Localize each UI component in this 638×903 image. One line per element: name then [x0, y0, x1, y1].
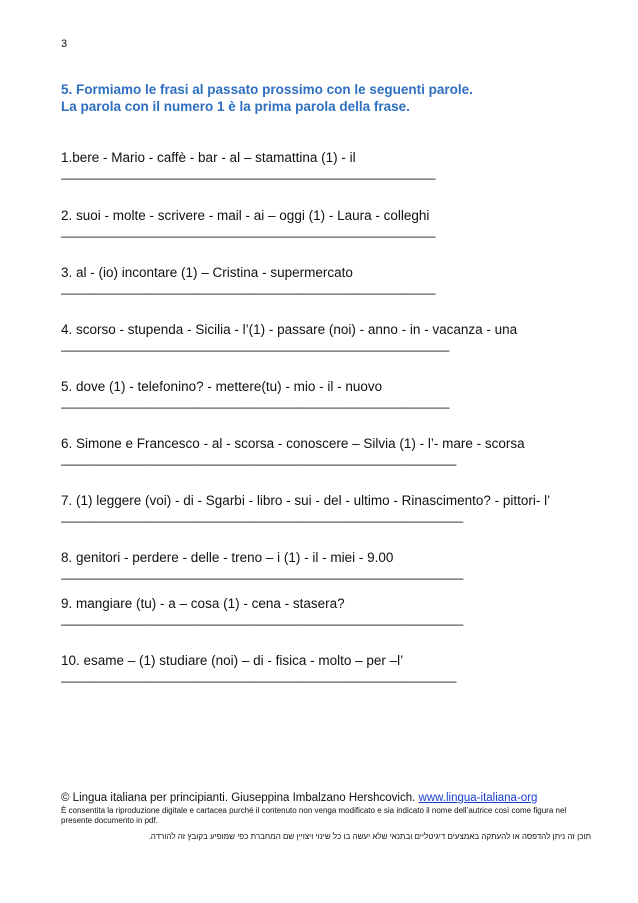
exercise-prompt: 5. dove (1) - telefonino? - mettere(tu) - mio - il - nuovo — [61, 379, 383, 394]
exercise-prompt: 7. (1) leggere (voi) - di - Sgarbi - libro - sui - del - ultimo - Rinascimento? - pittori- l’ — [61, 493, 551, 508]
exercise-item — [61, 379, 621, 409]
answer-line[interactable]: __________________________________________________________ — [61, 612, 463, 626]
answer-line[interactable]: ________________________________________________________ — [61, 338, 450, 352]
instructions-line-2: La parola con il numero 1 è la prima parola della frase. — [61, 99, 410, 114]
exercise-prompt: 3. al - (io) incontare (1) – Cristina - supermercato — [61, 265, 353, 280]
exercise-item — [61, 550, 621, 580]
exercise-prompt: 4. scorso - stupenda - Sicilia - l’(1) - passare (noi) - anno - in - vacanza - una — [61, 322, 518, 337]
exercise-item — [61, 653, 621, 683]
reproduction-notice: È consentita la riproduzione digitale e cartacea purché il contenuto non venga modificato e sia indicato il nome dell’autrice così come figura nel presente documento in pdf. — [61, 806, 567, 825]
exercise-prompt: 2. suoi - molte - scrivere - mail - ai – oggi (1) - Laura - colleghi — [61, 208, 430, 223]
answer-line[interactable]: ________________________________________________________ — [61, 395, 450, 409]
exercise-item — [61, 493, 621, 523]
answer-line[interactable]: _________________________________________________________ — [61, 669, 457, 683]
answer-line[interactable]: __________________________________________________________ — [61, 566, 463, 580]
exercise-instructions — [61, 81, 621, 115]
exercise-prompt: 9. mangiare (tu) - a – cosa (1) - cena - stasera? — [61, 596, 345, 611]
credit-text: © Lingua italiana per principianti. Giuseppina Imbalzano Hershcovich. — [61, 792, 416, 804]
copyright-credit — [61, 792, 591, 804]
answer-line[interactable]: _________________________________________________________ — [61, 452, 457, 466]
exercise-item — [61, 596, 621, 626]
answer-line[interactable]: ______________________________________________________ — [61, 166, 436, 180]
exercise-prompt: 10. esame – (1) studiare (noi) – di - fisica - molto – per –l’ — [61, 653, 404, 668]
exercise-prompt: 1.bere - Mario - caffè - bar - al – stamattina (1) - il — [61, 150, 356, 165]
exercise-prompt: 8. genitori - perdere - delle - treno – i (1) - il - miei - 9.00 — [61, 550, 394, 565]
exercise-prompt: 6. Simone e Francesco - al - scorsa - conoscere – Silvia (1) - l’- mare - scorsa — [61, 436, 525, 451]
exercise-item — [61, 265, 621, 295]
exercise-item — [61, 436, 621, 466]
hebrew-notice: תוכן זה ניתן להדפסה או להעתקה באמצעים דיגיטליים ובתנאי שלא יעשה בו כל שינוי ויצויין שם המחברת כפי שמופיע בקובץ זה להורדה. — [148, 832, 591, 841]
answer-line[interactable]: __________________________________________________________ — [61, 509, 463, 523]
page-footer — [61, 792, 591, 842]
instructions-line-1: 5. Formiamo le frasi al passato prossimo con le seguenti parole. — [61, 82, 473, 97]
exercise-item — [61, 208, 621, 238]
answer-line[interactable]: ______________________________________________________ — [61, 224, 436, 238]
exercise-item — [61, 150, 621, 180]
page-number: 3 — [61, 38, 68, 50]
exercise-item — [61, 322, 621, 352]
website-link[interactable]: www.lingua-italiana-org — [418, 792, 538, 804]
answer-line[interactable]: ______________________________________________________ — [61, 281, 436, 295]
